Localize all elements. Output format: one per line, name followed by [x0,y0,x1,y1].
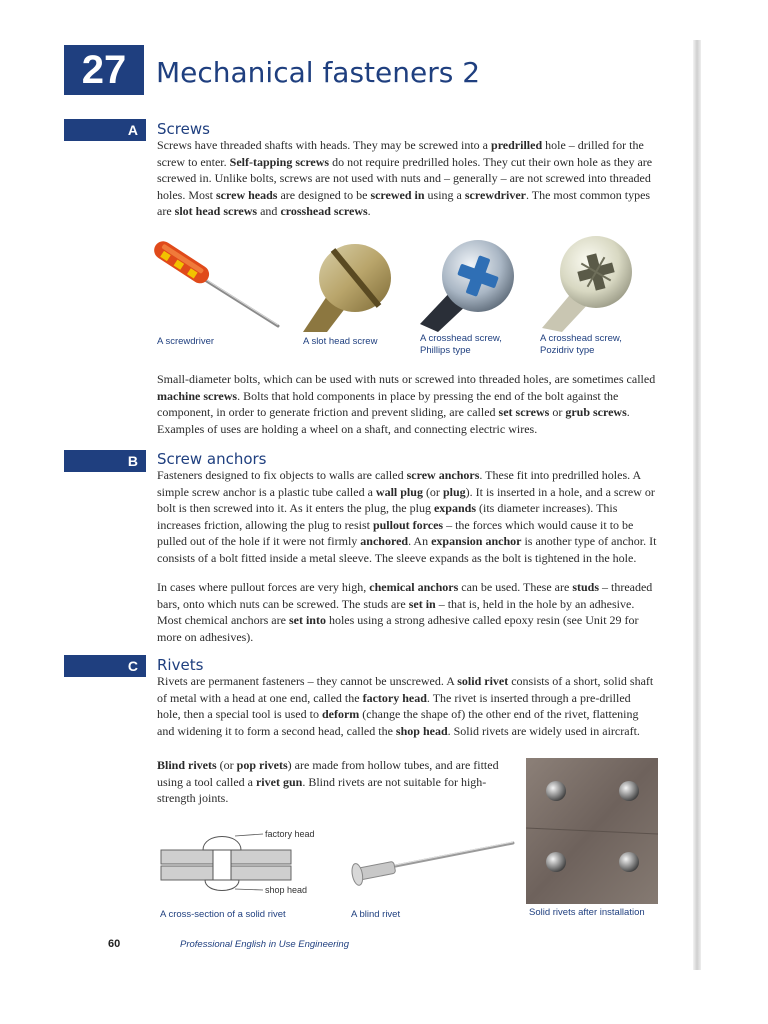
text-run: Screws have threaded shafts with heads. They may be screwed into a [157,138,492,152]
text-run: In cases where pullout forces are very high, [157,580,370,594]
section-b-paragraph-1 [157,467,657,566]
text-run: . Blind rivets are not suitable for high-strength joints. [157,774,487,805]
text-run: . Solid rivets are widely used in aircraft. [447,723,640,738]
text-run: . [367,204,371,218]
key-term: screw heads [216,187,278,202]
key-term: screw anchors [406,468,480,482]
text-run: ) are made from hollow tubes, and are fitted using a tool called a [157,758,499,789]
blind-rivet-image [345,835,520,890]
key-term: deform [321,707,360,721]
unit-title: Mechanical fasteners 2 [156,56,481,89]
screwdriver-image [147,232,287,332]
section-c-bar: C [64,655,146,677]
text-run: consists of a short, solid shaft of metal with a head at one end, called the [157,674,654,705]
key-term: grub screws [565,405,627,419]
text-run: . The most common types are [157,187,651,218]
slot-head-screw-image [295,240,395,332]
key-term: pullout forces [372,517,444,532]
section-b-paragraph-2 [157,579,657,645]
key-term: chemical anchors [369,580,459,594]
key-term: screwed in [370,187,425,202]
text-run: (or [422,484,443,499]
key-term: factory head [362,690,427,705]
key-term: set in [408,596,436,611]
key-term: shop head [395,723,448,738]
text-run: . An [408,534,432,548]
key-term: expansion anchor [431,534,522,548]
section-a-paragraph-2 [157,371,657,437]
book-title: Professional English in Use Engineering [180,939,349,950]
key-term: expands [433,501,476,515]
text-run: and [257,204,281,218]
solid-rivet-cross-section-diagram [155,822,335,902]
text-run: can be used. These are [458,580,573,594]
caption-pozidriv-line-2: Pozidriv type [540,345,595,356]
section-c-title: Rivets [157,656,204,674]
caption-phillips-line-2: Phillips type [420,345,471,356]
caption-phillips-screw [420,333,502,357]
text-run: – the forces which would cause it to be pulled out of the hole if it were not firmly [157,517,634,548]
key-term: predrilled [491,138,543,152]
text-run: hole – drilled for the screw to enter. [157,138,644,169]
text-run: – threaded bars, onto which nuts can be screwed. The studs are [157,580,653,611]
key-term: set screws [498,405,550,419]
key-term: pop rivets [236,758,288,772]
section-b-title: Screw anchors [157,450,267,468]
section-c-paragraph-2 [157,757,502,807]
section-a-bar: A [64,119,146,141]
text-run: – that is, held in the hole by an adhesive. Most chemical anchors are [157,596,635,627]
installed-rivets-photo [526,758,658,904]
page-number: 60 [108,938,121,950]
section-c-paragraph-1 [157,673,657,739]
text-run: Rivets are permanent fasteners – they cannot be unscrewed. A [157,674,458,688]
key-term: anchored [360,534,409,548]
caption-slot-head-screw: A slot head screw [303,336,378,347]
text-run: Fasteners designed to fix objects to walls are called [157,468,407,482]
section-a-paragraph-1 [157,137,657,220]
text-run: (change the shape of) the other end of the rivet, flattening and widening it to form a second head, called the [157,707,639,738]
key-term: wall plug [375,484,423,499]
text-run: are designed to be [277,187,371,202]
caption-rivet-cross-section: A cross-section of a solid rivet [160,909,286,920]
caption-installed-rivets: Solid rivets after installation [529,907,645,918]
caption-blind-rivet: A blind rivet [351,909,401,920]
key-term: Blind rivets [157,758,217,772]
phillips-screw-image [418,236,518,332]
caption-pozidriv-line-1: A crosshead screw, [540,333,622,344]
text-run: . Examples of uses are holding a wheel on a shaft, and connecting electric wires. [157,405,630,436]
text-run: is another type of anchor. It consists of a bolt fitted inside a metal sleeve. The sleeve expands as the bolt is tightened in the hole. [157,534,657,565]
key-term: plug [442,484,466,499]
text-run: (or [216,758,237,772]
section-a-title: Screws [157,120,210,138]
key-term: crosshead screws [280,204,368,218]
key-term: solid rivet [457,674,509,688]
key-term: studs [572,580,599,594]
caption-pozidriv-screw [540,333,622,357]
text-run: holes using a strong adhesive called epoxy resin (see Unit 29 for more on adhesives). [157,613,639,644]
pozidriv-screw-image [534,232,634,332]
caption-phillips-line-1: A crosshead screw, [420,333,502,344]
key-term: screwdriver [464,187,526,202]
text-run: Small-diameter bolts, which can be used with nuts or screwed into threaded holes, are sometimes called [157,372,656,386]
text-run: do not require predrilled holes. They cut their own hole as they are screwed in. Unlike bolts, screws are not used with nuts and – generally – are not screwed into threaded holes. Most [157,154,653,202]
text-run: . The rivet is inserted through a pre-drilled hole, then a special tool is used to [157,690,631,721]
book-spine-shadow [693,40,701,970]
label-shop-head: shop head [265,885,308,895]
text-run: . These fit into predrilled holes. A simple screw anchor is a plastic tube called a [157,468,641,499]
key-term: set into [288,613,326,627]
unit-number-badge: 27 [64,45,144,95]
key-term: machine screws [157,388,238,403]
key-term: slot head screws [174,204,258,218]
key-term: rivet gun [255,774,303,789]
text-run: or [549,405,566,419]
key-term: Self-tapping screws [229,154,330,169]
text-run: ). It is inserted in a hole, and a screw or bolt is then screwed into it. As it enters the plug, the plug [157,484,655,515]
text-run: using a [424,187,465,202]
label-factory-head: factory head [265,829,315,839]
caption-screwdriver: A screwdriver [157,336,215,347]
text-run: . Bolts that hold components in place by pressing the end of the bolt against the component, in order to generate friction and prevent sliding, are called [157,388,619,419]
section-b-bar: B [64,450,146,472]
text-run: (its diameter increases). This increases friction, allowing the plug to resist [157,501,618,532]
